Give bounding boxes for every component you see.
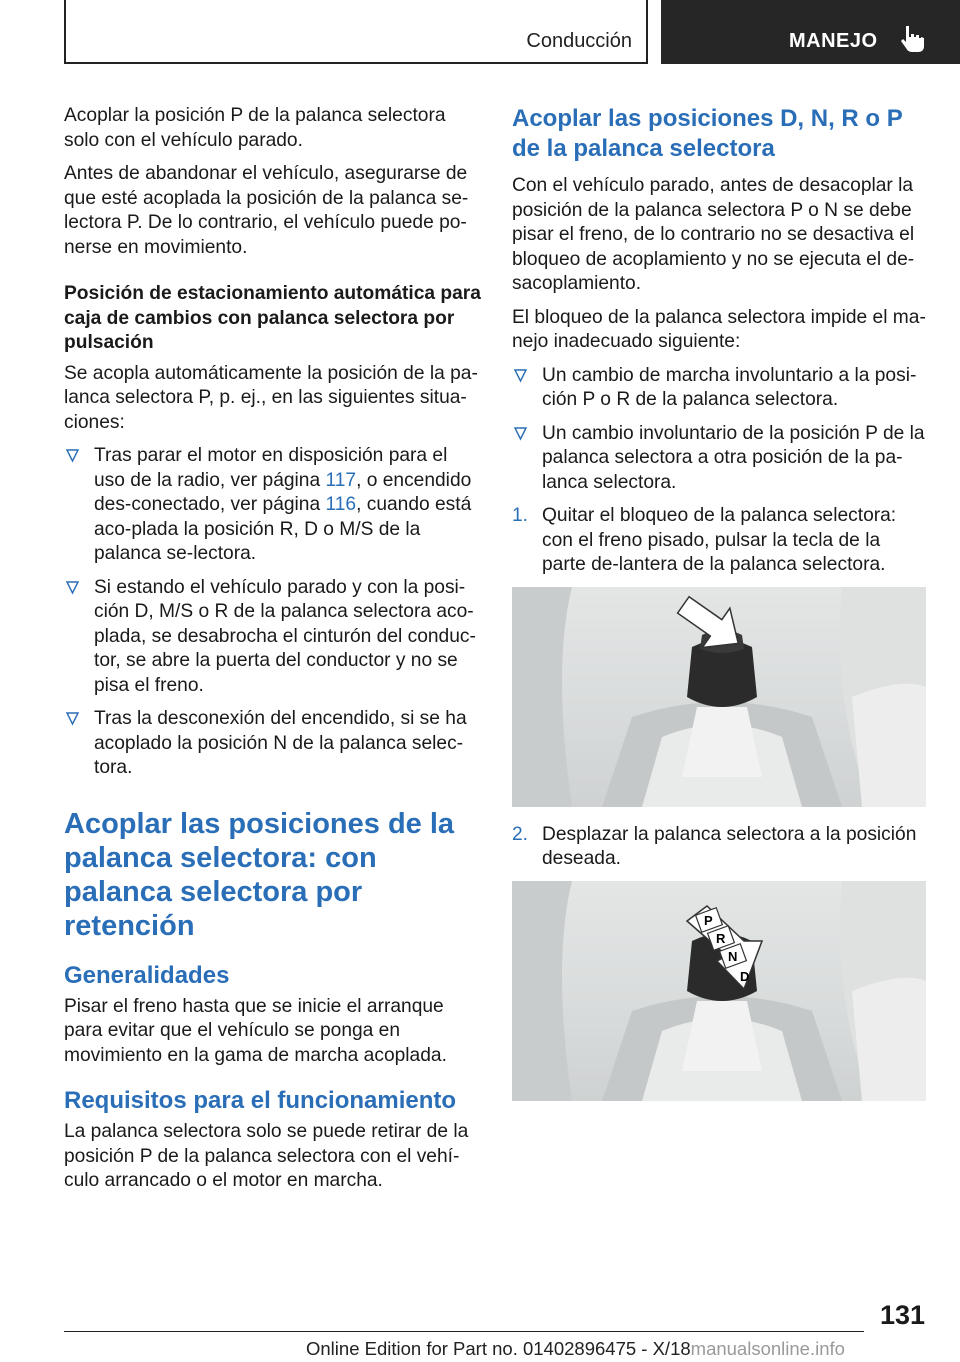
list-item xyxy=(64,444,482,567)
page-number: 131 xyxy=(880,1300,926,1330)
list-text: Un cambio involuntario de la posición P de la palanca selectora a otra posición de la pa-lanca selectora. xyxy=(542,422,925,493)
list-item xyxy=(64,576,482,699)
list-text: Tras la desconexión del encendido, si se ha acoplado la posición N de la palanca selec-tora. xyxy=(94,708,467,778)
position-label-p: P xyxy=(704,912,713,928)
heading-generalidades: Generalidades xyxy=(64,961,230,989)
step-item xyxy=(512,504,926,578)
step-text: Quitar el bloqueo de la palanca selectora: con el freno pisado, pulsar la tecla de la parte de-lantera de la palanca selectora. xyxy=(542,505,897,575)
selector-lever-illustration xyxy=(512,587,926,807)
section-heading: Acoplar las posiciones D, N, R o P de la palanca selectora xyxy=(512,105,903,162)
right-column xyxy=(512,104,926,1117)
paragraph: Acoplar la posición P de la palanca selectora solo con el vehículo parado. xyxy=(64,105,446,151)
position-label-r: R xyxy=(716,930,726,946)
pointing-hand-icon xyxy=(897,24,927,54)
position-label-n: N xyxy=(728,948,738,964)
numbered-steps xyxy=(512,504,926,578)
paragraph: El bloqueo de la palanca selectora impide el ma-nejo inadecuado siguiente: xyxy=(512,306,926,352)
step-number: 1. xyxy=(512,505,529,526)
list-text: Si estando el vehículo parado y con la posi-ción D, M/S o R de la palanca selectora aco-plada, se desabrocha el cinturón del conduc-tor, se abre la puerta del conductor y no se pisa el freno. xyxy=(94,576,476,696)
subheading-auto-park: Posición de estacionamiento automática para caja de cambios con palanca selectora por pulsación xyxy=(64,283,481,353)
paragraph: La palanca selectora solo se puede retirar de la posición P de la palanca selectora con el vehí-culo arrancado o el motor en marcha. xyxy=(64,1121,469,1191)
left-column xyxy=(64,104,482,1203)
heading-requisitos: Requisitos para el funcionamiento xyxy=(64,1087,457,1114)
triangle-bullet-icon xyxy=(514,427,527,441)
bullet-list xyxy=(512,364,926,496)
paragraph: Con el vehículo parado, antes de desacoplar la posición de la palanca selectora P o N se debe pisar el freno, de lo contrario no se desactiva el bloqueo de acoplamiento y no se ejecuta el de-sacoplamiento. xyxy=(512,175,915,294)
figure-selector-lever-unlock xyxy=(512,587,926,807)
bullet-list xyxy=(64,444,482,781)
triangle-bullet-icon xyxy=(66,581,79,595)
list-text: , o encendido des-conectado, ver página xyxy=(94,469,472,515)
header-chapter-tab[interactable] xyxy=(661,0,960,64)
paragraph: Antes de abandonar el vehículo, asegurarse de que esté acoplada la posición de la palanca se-lectora P. De lo contrario, el vehículo puede po-nerse en movimiento. xyxy=(64,163,469,258)
list-item xyxy=(512,422,926,496)
list-item xyxy=(512,364,926,413)
step-number: 2. xyxy=(512,823,529,845)
list-text: Un cambio de marcha involuntario a la posi-ción P o R de la palanca selectora. xyxy=(542,364,917,410)
numbered-steps xyxy=(512,823,926,872)
list-item xyxy=(64,707,482,781)
triangle-bullet-icon xyxy=(66,712,79,726)
header-chapter-title: MANEJO xyxy=(789,30,878,52)
footer-divider xyxy=(64,1331,864,1332)
position-label-d: D xyxy=(740,968,750,984)
paragraph: Pisar el freno hasta que se inicie el arranque para evitar que el vehículo se ponga en movimiento en la gama de marcha acoplada. xyxy=(64,995,447,1066)
step-item xyxy=(512,823,926,872)
header-section-box xyxy=(64,0,648,64)
paragraph: Se acopla automáticamente la posición de la pa-lanca selectora P, p. ej., en las siguientes situa-ciones: xyxy=(64,362,478,433)
section-heading: Acoplar las posiciones de la palanca selectora: con palanca selectora por retención xyxy=(64,807,455,942)
triangle-bullet-icon xyxy=(514,369,527,383)
header-section-title: Conducción xyxy=(526,30,632,52)
selector-positions-illustration xyxy=(512,881,926,1101)
footer-edition-line xyxy=(306,1338,845,1360)
list-text: , cuando está aco-plada la posición R, D o M/S de la palanca se-lectora. xyxy=(94,494,472,564)
footer-edition: Online Edition for Part no. 01402896475 - X/18 xyxy=(306,1338,691,1359)
step-text: Desplazar la palanca selectora a la posición deseada. xyxy=(542,823,917,869)
list-text: Tras parar el motor en disposición para el uso de la radio, ver página xyxy=(94,445,448,491)
page-link-117[interactable]: 117 xyxy=(325,469,357,491)
footer-watermark: manualsonline.info xyxy=(690,1338,845,1359)
page-link-116[interactable]: 116 xyxy=(325,494,357,515)
triangle-bullet-icon xyxy=(66,449,79,463)
figure-selector-lever-positions xyxy=(512,881,926,1101)
